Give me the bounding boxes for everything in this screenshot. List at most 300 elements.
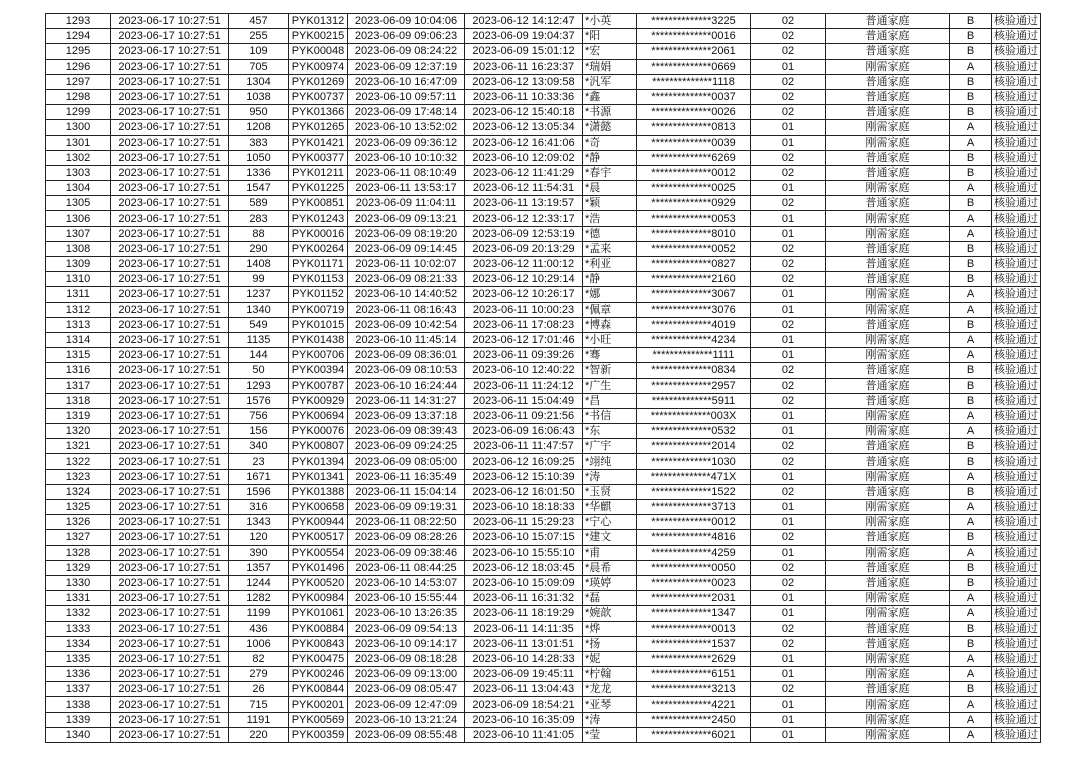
audit-time-cell: 2023-06-10 11:41:05 [465,727,583,742]
table-row [46,530,1041,545]
family-type-cell: 刚需家庭 [826,332,950,347]
time-cell: 2023-06-17 10:27:51 [111,363,229,378]
status-cell: 核验通过 [992,606,1041,621]
audit-time-cell: 2023-06-11 10:33:36 [465,89,583,104]
audit-time-cell: 2023-06-11 11:47:57 [465,439,583,454]
family-type-cell: 普通家庭 [826,439,950,454]
type-code-cell: 01 [751,651,826,666]
audit-time-cell: 2023-06-12 13:05:34 [465,120,583,135]
apply-time-cell: 2023-06-11 13:53:17 [348,181,465,196]
type-code-cell: 02 [751,636,826,651]
table-row [46,105,1041,120]
seq-cell: 1311 [46,287,111,302]
apply-time-cell: 2023-06-09 08:36:01 [348,348,465,363]
apply-time-cell: 2023-06-09 09:06:23 [348,29,465,44]
group-cell: A [950,226,992,241]
table-row [46,636,1041,651]
audit-time-cell: 2023-06-12 11:54:31 [465,181,583,196]
group-cell: B [950,317,992,332]
number-cell: 120 [229,530,289,545]
family-type-cell: 普通家庭 [826,14,950,29]
apply-time-cell: 2023-06-09 08:55:48 [348,727,465,742]
status-cell: 核验通过 [992,530,1041,545]
name-cell: *晨希 [583,560,637,575]
audit-time-cell: 2023-06-11 16:23:37 [465,59,583,74]
seq-cell: 1324 [46,484,111,499]
table-row [46,560,1041,575]
type-code-cell: 02 [751,196,826,211]
status-cell: 核验通过 [992,287,1041,302]
apply-time-cell: 2023-06-10 13:52:02 [348,120,465,135]
name-cell: *晨 [583,181,637,196]
group-cell: A [950,500,992,515]
code-cell: PYK01152 [289,287,348,302]
time-cell: 2023-06-17 10:27:51 [111,454,229,469]
apply-time-cell: 2023-06-09 08:28:26 [348,530,465,545]
code-cell: PYK01388 [289,484,348,499]
status-cell: 核验通过 [992,211,1041,226]
group-cell: B [950,454,992,469]
seq-cell: 1306 [46,211,111,226]
number-cell: 1340 [229,302,289,317]
number-cell: 1336 [229,165,289,180]
apply-time-cell: 2023-06-09 09:19:31 [348,500,465,515]
group-cell: B [950,484,992,499]
family-type-cell: 刚需家庭 [826,211,950,226]
name-cell: *瑛婷 [583,575,637,590]
code-cell: PYK01211 [289,165,348,180]
time-cell: 2023-06-17 10:27:51 [111,317,229,332]
status-cell: 核验通过 [992,196,1041,211]
family-type-cell: 刚需家庭 [826,287,950,302]
apply-time-cell: 2023-06-10 13:26:35 [348,606,465,621]
apply-time-cell: 2023-06-11 08:16:43 [348,302,465,317]
number-cell: 1135 [229,332,289,347]
family-type-cell: 刚需家庭 [826,500,950,515]
number-cell: 1596 [229,484,289,499]
audit-time-cell: 2023-06-12 18:03:45 [465,560,583,575]
id-cell: **************0050 [637,560,751,575]
time-cell: 2023-06-17 10:27:51 [111,560,229,575]
type-code-cell: 02 [751,530,826,545]
audit-time-cell: 2023-06-10 14:28:33 [465,651,583,666]
time-cell: 2023-06-17 10:27:51 [111,667,229,682]
type-code-cell: 02 [751,560,826,575]
name-cell: *小英 [583,14,637,29]
status-cell: 核验通过 [992,408,1041,423]
number-cell: 383 [229,135,289,150]
code-cell: PYK00694 [289,408,348,423]
table-row [46,287,1041,302]
code-cell: PYK00844 [289,682,348,697]
name-cell: *鑫 [583,89,637,104]
number-cell: 316 [229,500,289,515]
status-cell: 核验通过 [992,74,1041,89]
type-code-cell: 01 [751,332,826,347]
id-cell: **************0669 [637,59,751,74]
number-cell: 1357 [229,560,289,575]
family-type-cell: 普通家庭 [826,105,950,120]
group-cell: B [950,89,992,104]
status-cell: 核验通过 [992,348,1041,363]
group-cell: A [950,348,992,363]
seq-cell: 1333 [46,621,111,636]
seq-cell: 1325 [46,500,111,515]
audit-time-cell: 2023-06-11 13:01:51 [465,636,583,651]
name-cell: *烨 [583,621,637,636]
table-row [46,89,1041,104]
type-code-cell: 01 [751,120,826,135]
seq-cell: 1331 [46,591,111,606]
apply-time-cell: 2023-06-09 08:24:22 [348,44,465,59]
code-cell: PYK01496 [289,560,348,575]
type-code-cell: 02 [751,257,826,272]
audit-time-cell: 2023-06-11 13:04:43 [465,682,583,697]
audit-time-cell: 2023-06-12 17:01:46 [465,332,583,347]
type-code-cell: 02 [751,165,826,180]
family-type-cell: 刚需家庭 [826,591,950,606]
code-cell: PYK00974 [289,59,348,74]
family-type-cell: 普通家庭 [826,165,950,180]
code-cell: PYK00076 [289,424,348,439]
status-cell: 核验通过 [992,697,1041,712]
time-cell: 2023-06-17 10:27:51 [111,89,229,104]
type-code-cell: 01 [751,302,826,317]
number-cell: 156 [229,424,289,439]
type-code-cell: 01 [751,135,826,150]
name-cell: *利亚 [583,257,637,272]
time-cell: 2023-06-17 10:27:51 [111,135,229,150]
group-cell: A [950,120,992,135]
seq-cell: 1295 [46,44,111,59]
code-cell: PYK01015 [289,317,348,332]
number-cell: 220 [229,727,289,742]
group-cell: B [950,74,992,89]
table-row [46,317,1041,332]
code-cell: PYK01265 [289,120,348,135]
type-code-cell: 02 [751,378,826,393]
type-code-cell: 02 [751,89,826,104]
name-cell: *汎军 [583,74,637,89]
apply-time-cell: 2023-06-11 16:35:49 [348,469,465,484]
type-code-cell: 01 [751,469,826,484]
seq-cell: 1316 [46,363,111,378]
id-cell: **************1537 [637,636,751,651]
number-cell: 255 [229,29,289,44]
type-code-cell: 01 [751,712,826,727]
family-type-cell: 刚需家庭 [826,606,950,621]
code-cell: PYK00246 [289,667,348,682]
apply-time-cell: 2023-06-09 11:04:11 [348,196,465,211]
number-cell: 82 [229,651,289,666]
apply-time-cell: 2023-06-09 12:47:09 [348,697,465,712]
number-cell: 1006 [229,636,289,651]
name-cell: *柠翰 [583,667,637,682]
group-cell: A [950,408,992,423]
time-cell: 2023-06-17 10:27:51 [111,651,229,666]
id-cell: **************3076 [637,302,751,317]
code-cell: PYK01394 [289,454,348,469]
status-cell: 核验通过 [992,257,1041,272]
id-cell: **************1111 [637,348,751,363]
time-cell: 2023-06-17 10:27:51 [111,393,229,408]
time-cell: 2023-06-17 10:27:51 [111,515,229,530]
type-code-cell: 02 [751,682,826,697]
status-cell: 核验通过 [992,89,1041,104]
code-cell: PYK01269 [289,74,348,89]
seq-cell: 1302 [46,150,111,165]
id-cell: **************0016 [637,29,751,44]
seq-cell: 1315 [46,348,111,363]
apply-time-cell: 2023-06-10 14:53:07 [348,575,465,590]
family-type-cell: 普通家庭 [826,317,950,332]
audit-time-cell: 2023-06-11 15:29:23 [465,515,583,530]
group-cell: B [950,165,992,180]
apply-time-cell: 2023-06-09 09:54:13 [348,621,465,636]
apply-time-cell: 2023-06-10 14:40:52 [348,287,465,302]
seq-cell: 1339 [46,712,111,727]
family-type-cell: 普通家庭 [826,636,950,651]
group-cell: B [950,257,992,272]
family-type-cell: 刚需家庭 [826,545,950,560]
seq-cell: 1308 [46,241,111,256]
id-cell: **************6269 [637,150,751,165]
time-cell: 2023-06-17 10:27:51 [111,682,229,697]
name-cell: *昌 [583,393,637,408]
id-cell: **************3213 [637,682,751,697]
audit-time-cell: 2023-06-10 18:18:33 [465,500,583,515]
id-cell: **************0037 [637,89,751,104]
apply-time-cell: 2023-06-09 09:13:00 [348,667,465,682]
type-code-cell: 01 [751,500,826,515]
seq-cell: 1301 [46,135,111,150]
audit-time-cell: 2023-06-11 10:00:23 [465,302,583,317]
status-cell: 核验通过 [992,165,1041,180]
family-type-cell: 普通家庭 [826,621,950,636]
id-cell: **************6021 [637,727,751,742]
type-code-cell: 02 [751,317,826,332]
time-cell: 2023-06-17 10:27:51 [111,272,229,287]
family-type-cell: 普通家庭 [826,378,950,393]
number-cell: 1304 [229,74,289,89]
table-row [46,74,1041,89]
apply-time-cell: 2023-06-09 09:38:46 [348,545,465,560]
family-type-cell: 普通家庭 [826,89,950,104]
group-cell: A [950,287,992,302]
family-type-cell: 普通家庭 [826,575,950,590]
group-cell: A [950,135,992,150]
type-code-cell: 01 [751,181,826,196]
audit-time-cell: 2023-06-10 12:09:02 [465,150,583,165]
type-code-cell: 01 [751,697,826,712]
time-cell: 2023-06-17 10:27:51 [111,332,229,347]
type-code-cell: 02 [751,272,826,287]
table-row [46,424,1041,439]
group-cell: A [950,591,992,606]
name-cell: *玉贤 [583,484,637,499]
audit-time-cell: 2023-06-12 16:41:06 [465,135,583,150]
apply-time-cell: 2023-06-10 09:14:17 [348,636,465,651]
group-cell: B [950,530,992,545]
seq-cell: 1329 [46,560,111,575]
id-cell: **************1522 [637,484,751,499]
family-type-cell: 普通家庭 [826,682,950,697]
family-type-cell: 刚需家庭 [826,651,950,666]
time-cell: 2023-06-17 10:27:51 [111,606,229,621]
number-cell: 99 [229,272,289,287]
seq-cell: 1317 [46,378,111,393]
time-cell: 2023-06-17 10:27:51 [111,439,229,454]
audit-time-cell: 2023-06-12 15:10:39 [465,469,583,484]
group-cell: A [950,545,992,560]
group-cell: A [950,424,992,439]
group-cell: B [950,575,992,590]
audit-time-cell: 2023-06-11 15:04:49 [465,393,583,408]
seq-cell: 1296 [46,59,111,74]
family-type-cell: 刚需家庭 [826,181,950,196]
apply-time-cell: 2023-06-11 14:31:27 [348,393,465,408]
audit-time-cell: 2023-06-09 12:53:19 [465,226,583,241]
name-cell: *涛 [583,712,637,727]
seq-cell: 1318 [46,393,111,408]
seq-cell: 1309 [46,257,111,272]
name-cell: *涛 [583,469,637,484]
type-code-cell: 02 [751,14,826,29]
group-cell: A [950,515,992,530]
seq-cell: 1303 [46,165,111,180]
number-cell: 1237 [229,287,289,302]
id-cell: **************3067 [637,287,751,302]
audit-time-cell: 2023-06-11 17:08:23 [465,317,583,332]
audit-time-cell: 2023-06-10 16:35:09 [465,712,583,727]
type-code-cell: 02 [751,363,826,378]
table-row [46,135,1041,150]
code-cell: PYK00843 [289,636,348,651]
audit-time-cell: 2023-06-09 18:54:21 [465,697,583,712]
family-type-cell: 普通家庭 [826,257,950,272]
number-cell: 1547 [229,181,289,196]
name-cell: *静 [583,272,637,287]
table-row [46,727,1041,742]
audit-time-cell: 2023-06-10 15:07:15 [465,530,583,545]
code-cell: PYK01421 [289,135,348,150]
time-cell: 2023-06-17 10:27:51 [111,530,229,545]
group-cell: A [950,651,992,666]
table-row [46,44,1041,59]
code-cell: PYK01171 [289,257,348,272]
status-cell: 核验通过 [992,500,1041,515]
group-cell: B [950,682,992,697]
time-cell: 2023-06-17 10:27:51 [111,408,229,423]
code-cell: PYK00569 [289,712,348,727]
family-type-cell: 普通家庭 [826,272,950,287]
name-cell: *博森 [583,317,637,332]
type-code-cell: 01 [751,287,826,302]
code-cell: PYK00475 [289,651,348,666]
type-code-cell: 02 [751,621,826,636]
id-cell: **************2957 [637,378,751,393]
time-cell: 2023-06-17 10:27:51 [111,59,229,74]
code-cell: PYK01061 [289,606,348,621]
time-cell: 2023-06-17 10:27:51 [111,150,229,165]
name-cell: *妮 [583,651,637,666]
table-row [46,697,1041,712]
number-cell: 290 [229,241,289,256]
seq-cell: 1313 [46,317,111,332]
time-cell: 2023-06-17 10:27:51 [111,165,229,180]
apply-time-cell: 2023-06-09 08:10:53 [348,363,465,378]
id-cell: **************0013 [637,621,751,636]
number-cell: 340 [229,439,289,454]
name-cell: *静 [583,150,637,165]
time-cell: 2023-06-17 10:27:51 [111,424,229,439]
seq-cell: 1300 [46,120,111,135]
family-type-cell: 刚需家庭 [826,712,950,727]
type-code-cell: 01 [751,727,826,742]
group-cell: A [950,59,992,74]
name-cell: *东 [583,424,637,439]
code-cell: PYK01341 [289,469,348,484]
audit-time-cell: 2023-06-11 11:24:12 [465,378,583,393]
id-cell: **************2629 [637,651,751,666]
code-cell: PYK00929 [289,393,348,408]
number-cell: 390 [229,545,289,560]
family-type-cell: 刚需家庭 [826,59,950,74]
number-cell: 1671 [229,469,289,484]
name-cell: *德 [583,226,637,241]
code-cell: PYK00851 [289,196,348,211]
id-cell: **************1030 [637,454,751,469]
seq-cell: 1305 [46,196,111,211]
seq-cell: 1307 [46,226,111,241]
seq-cell: 1334 [46,636,111,651]
id-cell: **************0012 [637,165,751,180]
status-cell: 核验通过 [992,302,1041,317]
code-cell: PYK00737 [289,89,348,104]
table-row [46,515,1041,530]
status-cell: 核验通过 [992,44,1041,59]
name-cell: *骞 [583,348,637,363]
time-cell: 2023-06-17 10:27:51 [111,74,229,89]
table-row [46,575,1041,590]
time-cell: 2023-06-17 10:27:51 [111,636,229,651]
type-code-cell: 02 [751,454,826,469]
table-row [46,363,1041,378]
seq-cell: 1298 [46,89,111,104]
id-cell: **************2014 [637,439,751,454]
status-cell: 核验通过 [992,150,1041,165]
number-cell: 1199 [229,606,289,621]
table-row [46,621,1041,636]
apply-time-cell: 2023-06-09 12:37:19 [348,59,465,74]
id-cell: **************5911 [637,393,751,408]
id-cell: **************3713 [637,500,751,515]
time-cell: 2023-06-17 10:27:51 [111,378,229,393]
seq-cell: 1310 [46,272,111,287]
number-cell: 1191 [229,712,289,727]
number-cell: 88 [229,226,289,241]
group-cell: A [950,727,992,742]
family-type-cell: 刚需家庭 [826,302,950,317]
type-code-cell: 02 [751,575,826,590]
table-row [46,272,1041,287]
family-type-cell: 刚需家庭 [826,469,950,484]
name-cell: *莹 [583,727,637,742]
audit-time-cell: 2023-06-12 11:00:12 [465,257,583,272]
type-code-cell: 01 [751,226,826,241]
group-cell: B [950,636,992,651]
status-cell: 核验通过 [992,59,1041,74]
